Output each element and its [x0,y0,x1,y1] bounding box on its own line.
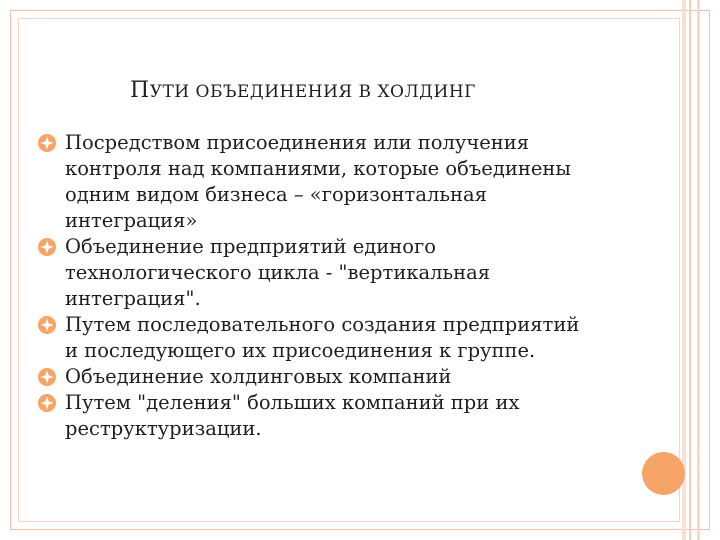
bullet-text: Объединение предприятий единого технологического цикла - "вертикальная интеграция". [65,235,491,310]
title-initial: П [130,78,150,103]
bullet-text: Путем последовательного создания предприятий и последующего их присоединения к группе. [65,313,580,362]
bullet-star-icon [38,316,56,334]
bullet-star-icon [38,394,56,412]
bullet-item [38,130,598,234]
bullet-item [38,234,598,312]
slide-title [130,78,476,103]
title-rest: УТИ ОБЪЕДИНЕНИЯ В ХОЛДИНГ [149,82,476,102]
bullet-star-icon [38,368,56,386]
bullet-item [38,312,598,364]
bullet-star-icon [38,238,56,256]
bullet-star-icon [38,134,56,152]
side-decor-line [689,0,691,540]
orange-circle-decoration [642,452,685,495]
bullet-text: Объединение холдинговых компаний [65,365,452,388]
bullet-text: Посредством присоединения или получения контроля над компаниями, которые объединены одним видом бизнеса – «горизонтальная интеграция» [65,131,571,232]
bullet-item [38,364,598,390]
bullet-item [38,390,598,442]
side-decor-band [682,0,686,540]
bullet-list [38,130,598,442]
side-decor-stripe [697,0,700,540]
bullet-text: Путем "деления" больших компаний при их реструктуризации. [65,391,520,440]
